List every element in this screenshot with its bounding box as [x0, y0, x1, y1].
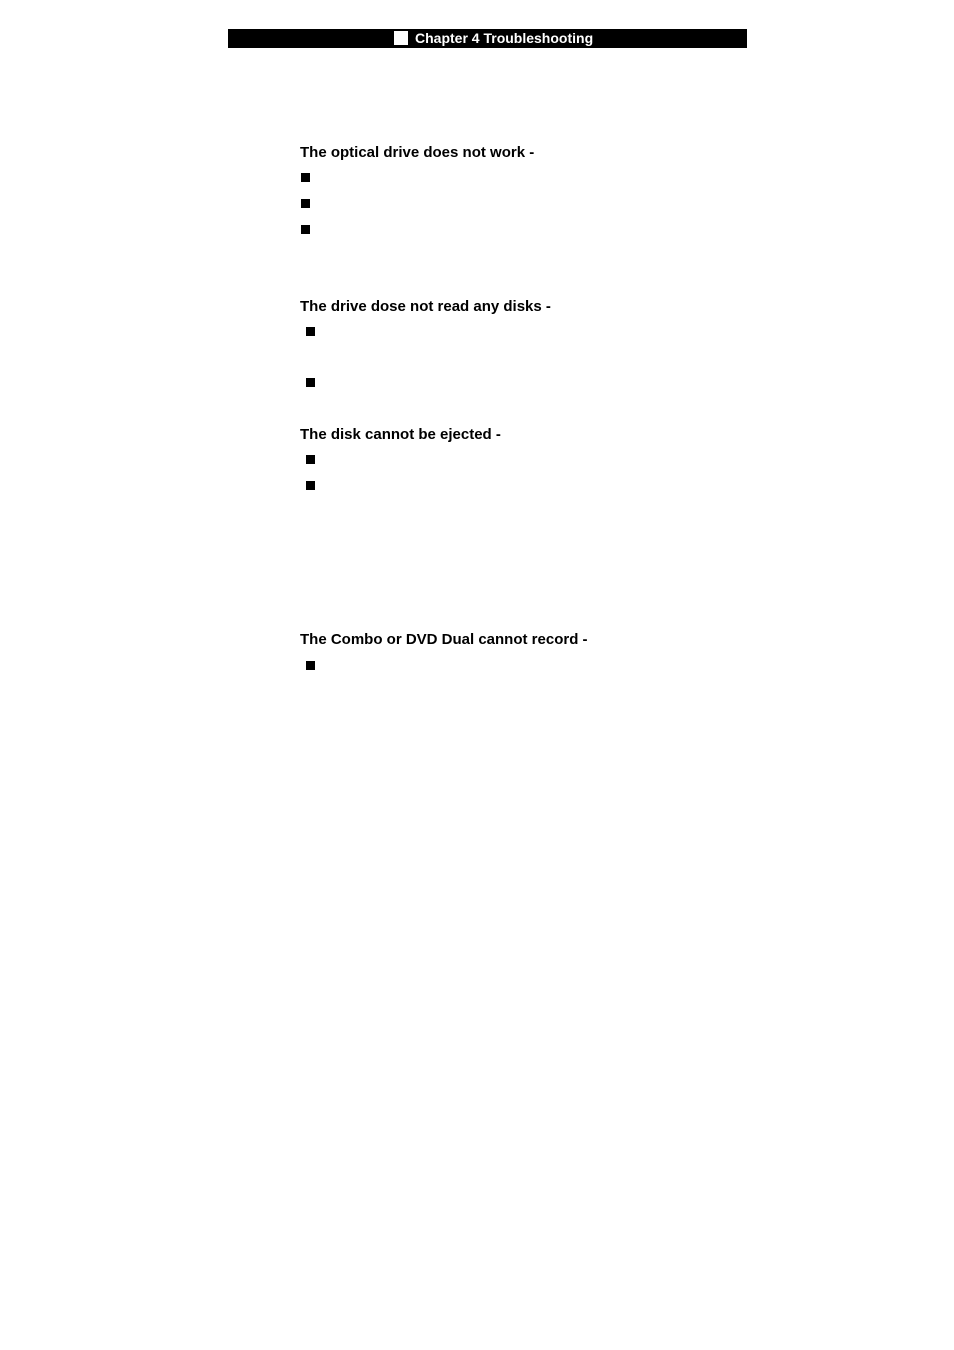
- section-heading-disk-eject: The disk cannot be ejected -: [300, 426, 501, 443]
- section-heading-combo-record: The Combo or DVD Dual cannot record -: [300, 631, 588, 648]
- chapter-title: Chapter 4 Troubleshooting: [415, 30, 594, 46]
- header-square-icon: [394, 31, 408, 45]
- bullet-square-icon: [301, 225, 310, 234]
- bullet-square-icon: [306, 378, 315, 387]
- bullet-square-icon: [306, 327, 315, 336]
- bullet-square-icon: [306, 455, 315, 464]
- section-heading-optical-drive: The optical drive does not work -: [300, 144, 535, 161]
- bullet-square-icon: [301, 199, 310, 208]
- section-heading-drive-read: The drive dose not read any disks -: [300, 298, 551, 315]
- bullet-square-icon: [306, 481, 315, 490]
- bullet-square-icon: [306, 661, 315, 670]
- bullet-square-icon: [301, 173, 310, 182]
- chapter-header-bar: [228, 29, 747, 48]
